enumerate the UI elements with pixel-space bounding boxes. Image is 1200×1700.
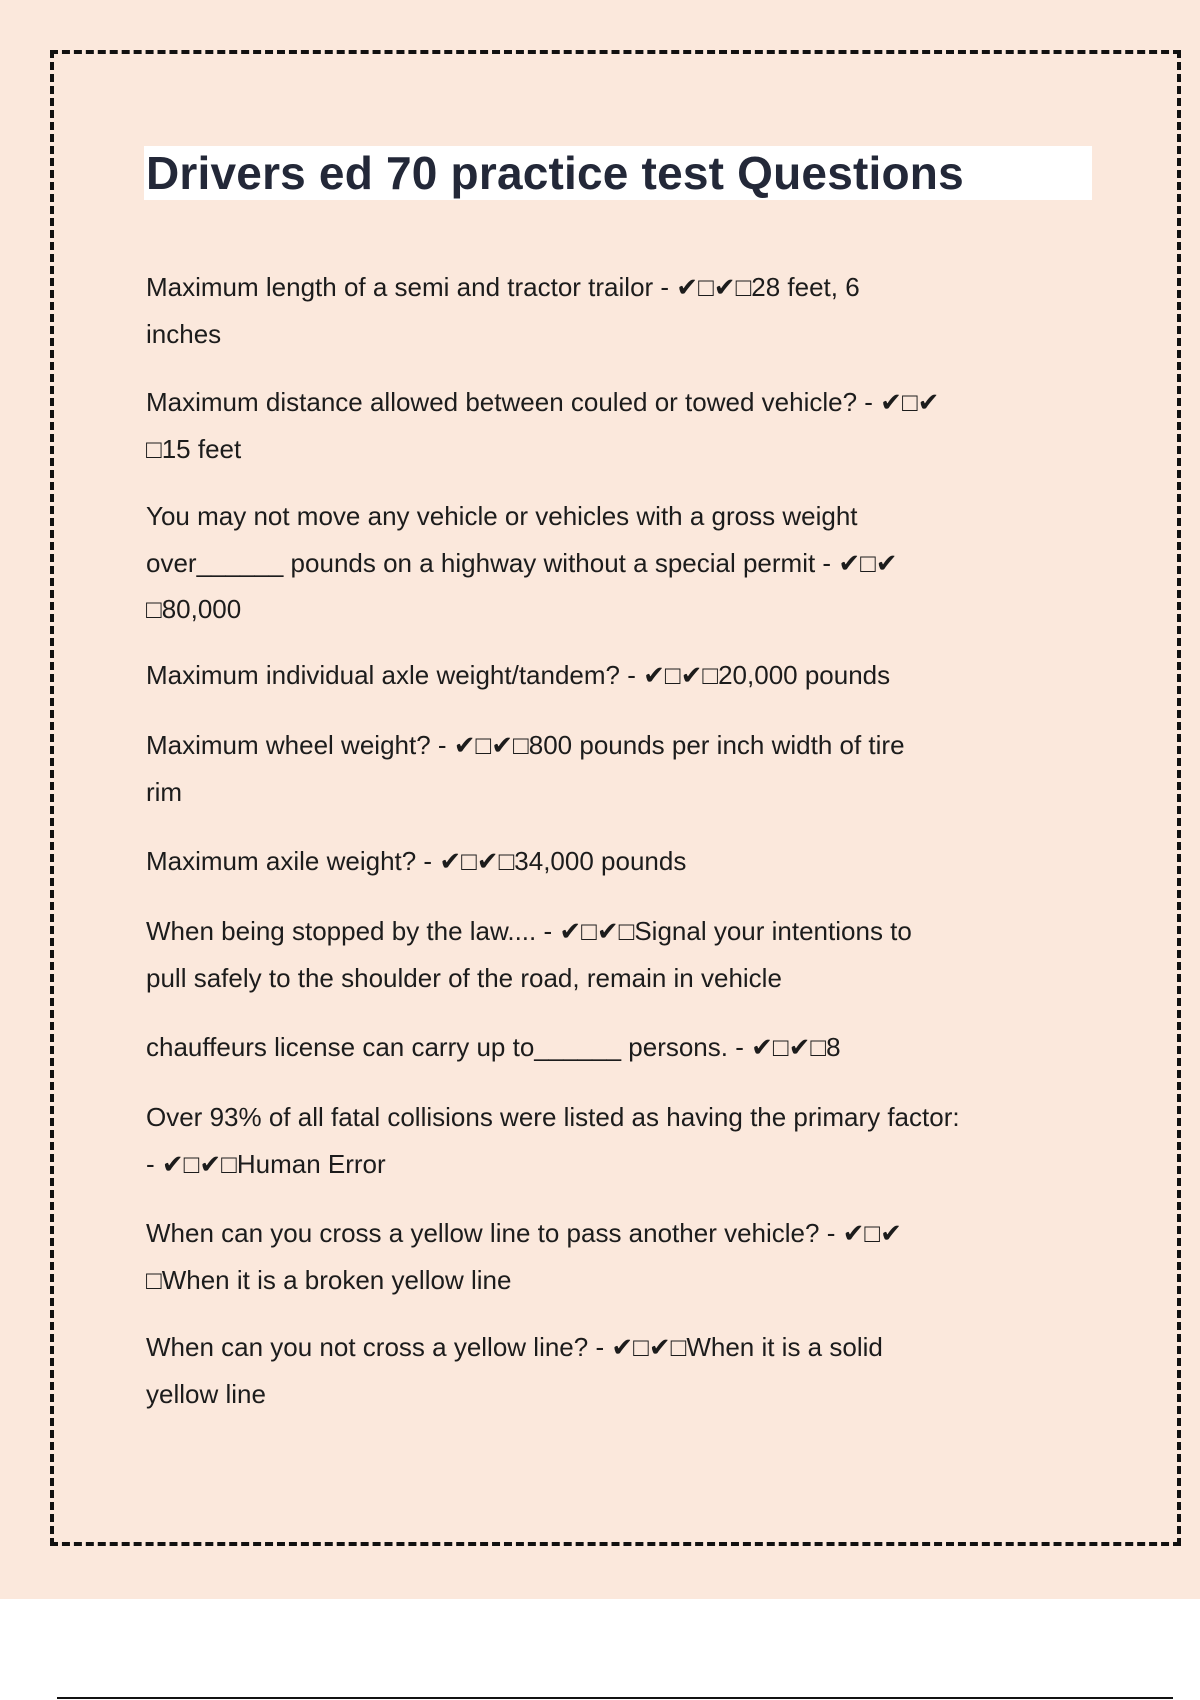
question-line: Maximum axile weight? - ✔□✔□34,000 pounds	[146, 846, 687, 876]
question-item	[146, 908, 912, 1001]
footer-divider	[57, 1697, 1173, 1699]
question-line: inches	[146, 318, 222, 349]
question-line: Maximum wheel weight? - ✔□✔□800 pounds per inch width of tire	[146, 730, 905, 760]
question-item	[146, 1094, 960, 1187]
question-item	[146, 652, 890, 699]
page-title: Drivers ed 70 practice test Questions	[146, 147, 964, 199]
question-line: When can you cross a yellow line to pass another vehicle? - ✔□✔	[146, 1218, 902, 1248]
question-line: over______ pounds on a highway without a special permit - ✔□✔	[146, 547, 898, 578]
question-line: When can you not cross a yellow line? - ✔□✔□When it is a solid	[146, 1332, 883, 1362]
question-item	[146, 493, 898, 633]
question-item	[146, 1024, 841, 1071]
question-line: pull safely to the shoulder of the road, remain in vehicle	[146, 962, 782, 993]
question-line: Over 93% of all fatal collisions were listed as having the primary factor:	[146, 1102, 960, 1132]
question-line: - ✔□✔□Human Error	[146, 1148, 386, 1179]
question-line: Maximum distance allowed between couled or towed vehicle? - ✔□✔	[146, 387, 940, 417]
question-line: chauffeurs license can carry up to______ persons. - ✔□✔□8	[146, 1032, 841, 1062]
question-line: When being stopped by the law.... - ✔□✔□Signal your intentions to	[146, 916, 912, 946]
question-item	[146, 722, 905, 815]
question-item	[146, 1210, 902, 1303]
question-line: □15 feet	[146, 433, 242, 464]
question-item	[146, 264, 860, 357]
question-line: yellow line	[146, 1378, 266, 1409]
question-item	[146, 1324, 883, 1417]
question-item	[146, 838, 686, 885]
question-item	[146, 379, 939, 472]
question-line: Maximum length of a semi and tractor trailor - ✔□✔□28 feet, 6	[146, 272, 860, 302]
question-line: □When it is a broken yellow line	[146, 1264, 512, 1295]
question-line: rim	[146, 776, 183, 807]
question-line: Maximum individual axle weight/tandem? - ✔□✔□20,000 pounds	[146, 660, 891, 690]
question-line: You may not move any vehicle or vehicles with a gross weight	[146, 501, 858, 531]
question-line: □80,000	[146, 594, 242, 624]
